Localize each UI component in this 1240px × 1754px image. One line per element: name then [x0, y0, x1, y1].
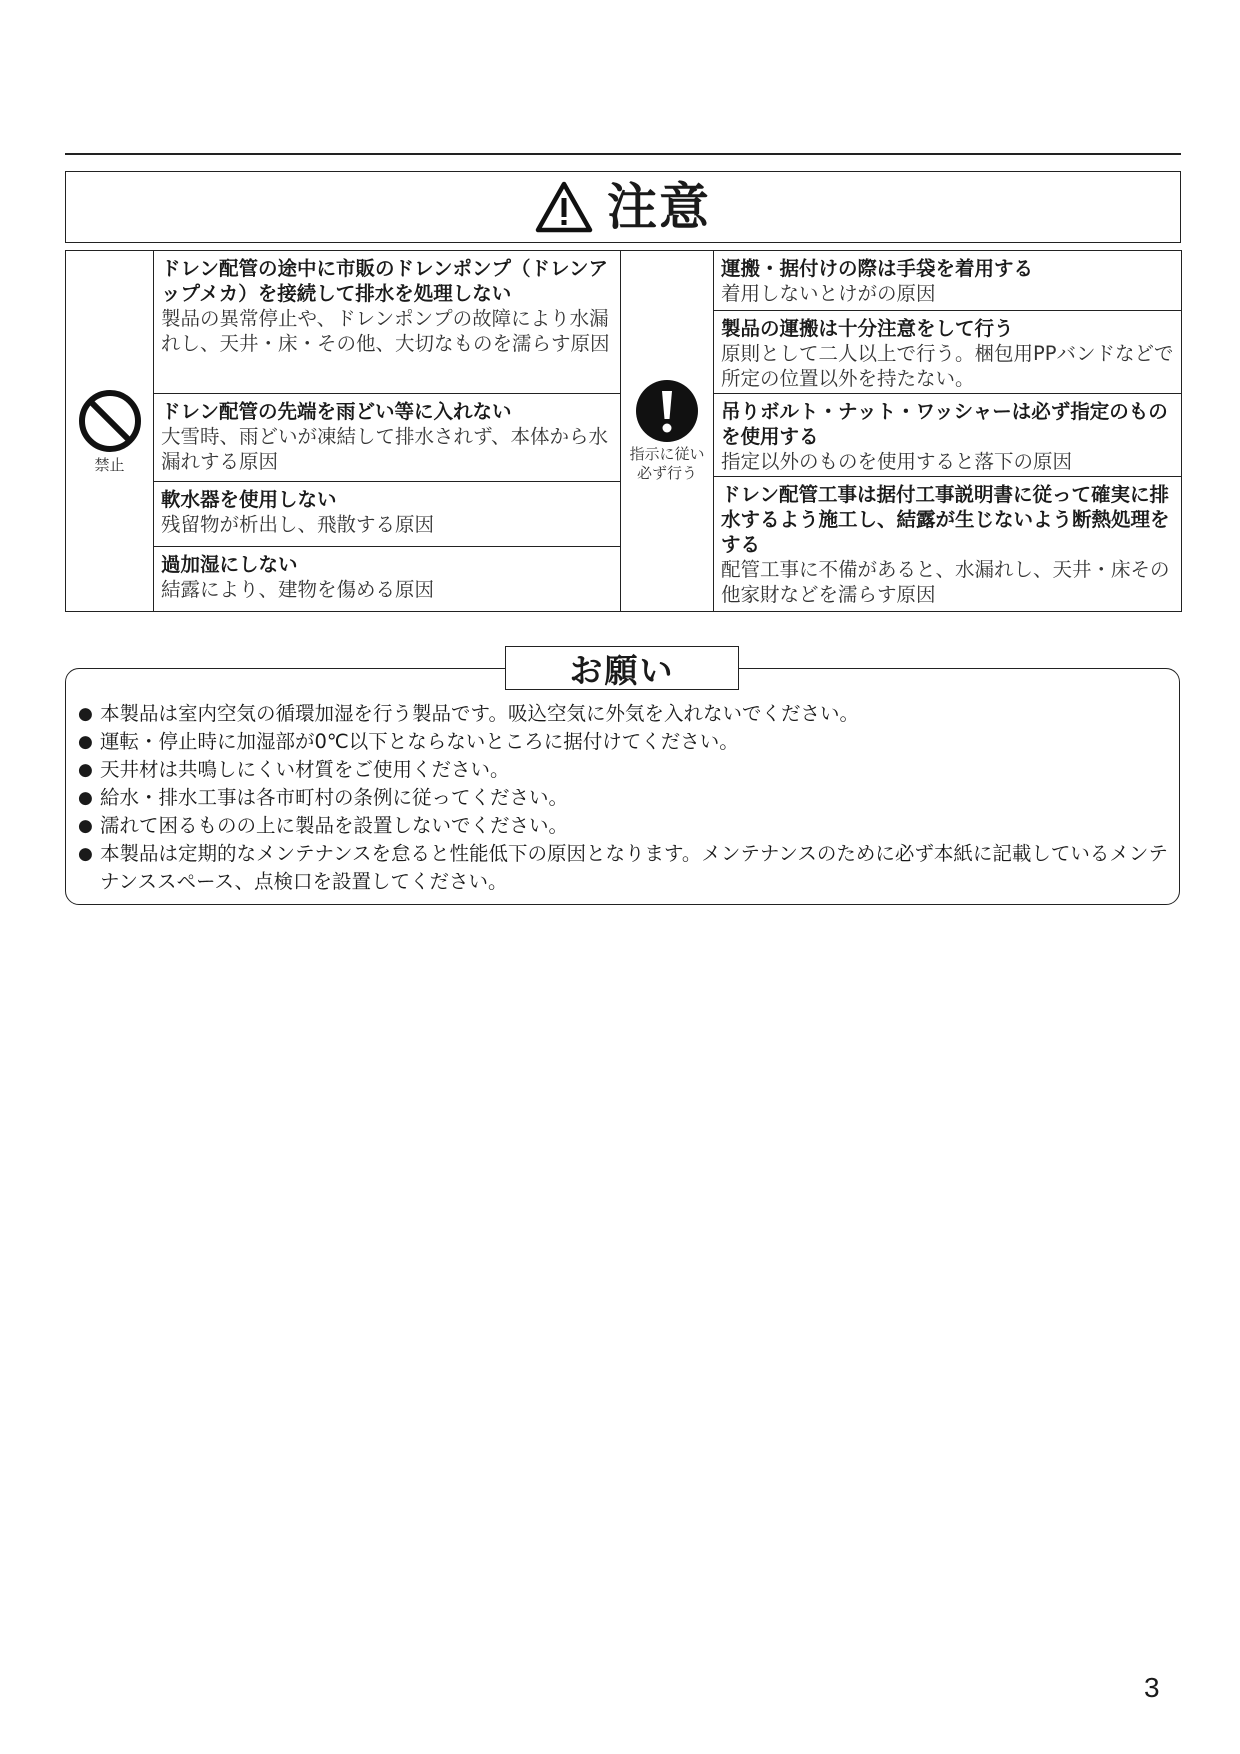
item-body: 残留物が析出し、飛散する原因 — [161, 513, 435, 536]
caution-item — [714, 393, 1181, 476]
warning-triangle-icon — [535, 181, 593, 233]
request-item: ● 運転・停止時に加湿部が0℃以下とならないところに据付けてください。 — [78, 728, 1168, 756]
item-body: 結露により、建物を傷める原因 — [161, 578, 435, 601]
item-body: 大雪時、雨どいが凍結して排水されず、本体から水漏れする原因 — [161, 425, 608, 473]
caution-header — [65, 171, 1181, 243]
caution-item — [154, 546, 620, 611]
caution-item — [714, 476, 1181, 611]
caution-item — [154, 251, 620, 393]
exclamation-icon — [635, 379, 699, 443]
item-heading: 過加湿にしない — [161, 553, 298, 576]
item-body: 配管工事に不備があると、水漏れし、天井・床その他家財などを濡らす原因 — [721, 558, 1170, 606]
request-title: お願い — [505, 646, 739, 690]
caution-table — [65, 250, 1182, 612]
prohibition-icon-cell — [66, 251, 154, 612]
request-list — [78, 700, 1168, 896]
item-heading: ドレン配管の途中に市販のドレンポンプ（ドレンアップメカ）を接続して排水を処理しない — [161, 257, 609, 305]
item-heading: 吊りボルト・ナット・ワッシャーは必ず指定のものを使用する — [721, 400, 1168, 448]
item-body: 製品の異常停止や、ドレンポンプの故障により水漏れし、天井・床・その他、大切なものを濡らす原因 — [161, 307, 610, 355]
item-heading: ドレン配管の先端を雨どい等に入れない — [161, 400, 512, 423]
request-item: ● 本製品は定期的なメンテナンスを怠ると性能低下の原因となります。メンテナンスのために必ず本紙に記載しているメンテナンススペース、点検口を設置してください。 — [78, 840, 1168, 896]
instruction-items — [714, 251, 1182, 612]
item-heading: 軟水器を使用しない — [161, 488, 337, 511]
request-item: ● 給水・排水工事は各市町村の条例に従ってください。 — [78, 784, 1168, 812]
item-body: 原則として二人以上で行う。梱包用PPバンドなどで所定の位置以外を持たない。 — [721, 342, 1174, 390]
caution-item — [714, 251, 1181, 310]
item-body: 着用しないとけがの原因 — [721, 282, 936, 305]
instruction-icon-cell — [621, 251, 714, 612]
instruction-label: 指示に従い 必ず行う — [629, 445, 705, 482]
caution-item — [154, 393, 620, 481]
item-heading: 運搬・据付けの際は手袋を着用する — [721, 257, 1034, 280]
caution-item — [154, 481, 620, 546]
prohibition-items — [154, 251, 621, 612]
prohibition-icon — [77, 388, 143, 454]
caution-item — [714, 310, 1181, 393]
page-number: 3 — [1144, 1672, 1160, 1703]
request-item: ● 天井材は共鳴しにくい材質をご使用ください。 — [78, 756, 1168, 784]
request-item: ● 濡れて困るものの上に製品を設置しないでください。 — [78, 812, 1168, 840]
prohibition-label: 禁止 — [94, 455, 125, 474]
item-body: 指定以外のものを使用すると落下の原因 — [721, 450, 1073, 473]
top-rule — [65, 153, 1181, 155]
caution-title: 注意 — [607, 178, 711, 236]
request-item: ● 本製品は室内空気の循環加湿を行う製品です。吸込空気に外気を入れないでください。 — [78, 700, 1168, 728]
item-heading: ドレン配管工事は据付工事説明書に従って確実に排水するよう施工し、結露が生じないよう断熱処理をする — [721, 483, 1170, 556]
item-heading: 製品の運搬は十分注意をして行う — [721, 317, 1014, 340]
